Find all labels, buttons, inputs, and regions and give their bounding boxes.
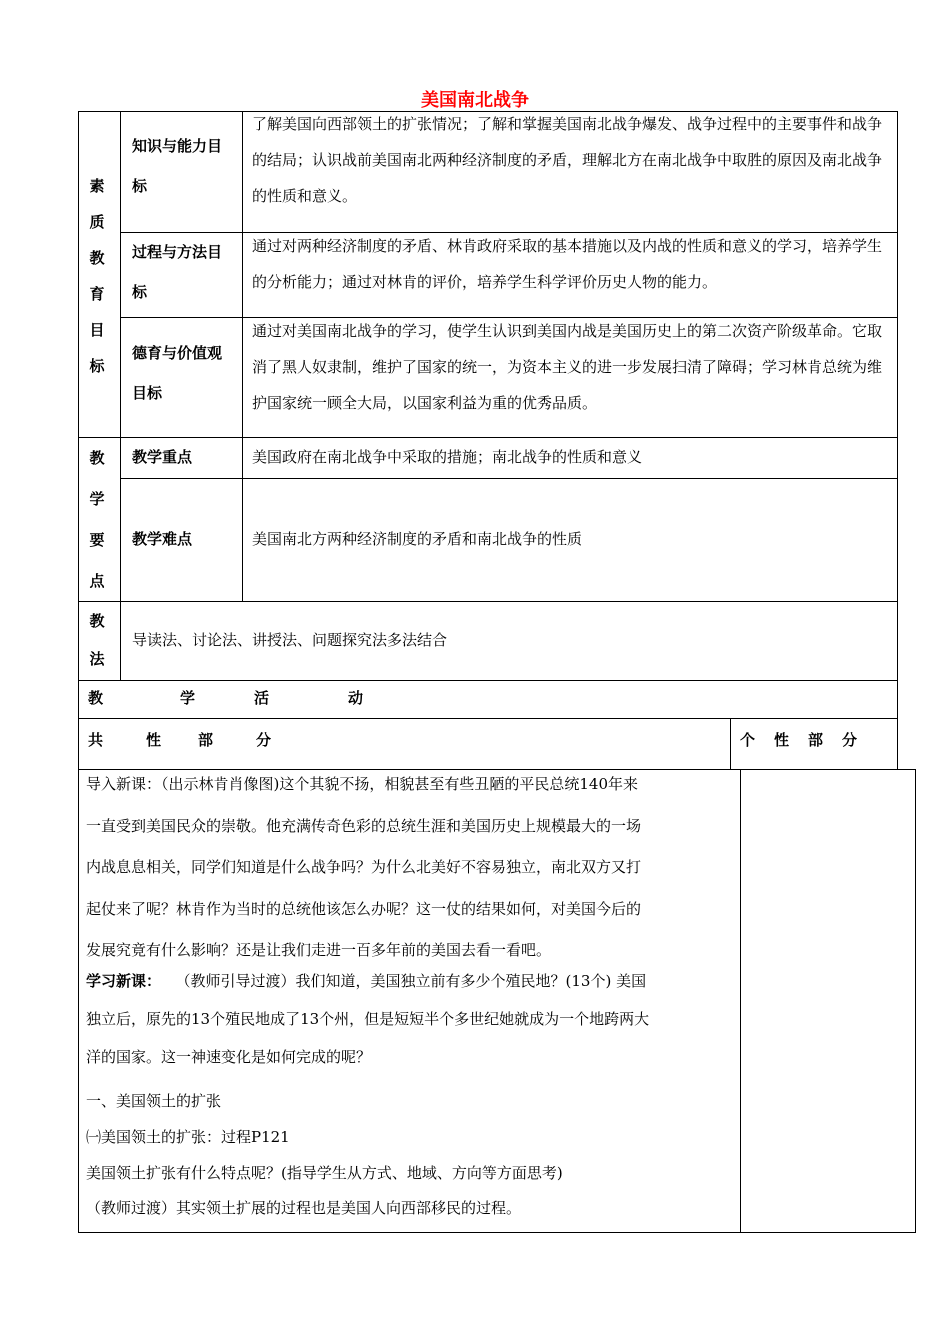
new-lesson-paragraph: 学习新课： （教师引导过渡）我们知道，美国独立前有多少个殖民地？(13个) 美国 独立后，原先的13个殖民地成了13个州，但是短短半个多世纪她就成为一个地跨两大 洋的国家。这一神速变化是如何完成的呢？: [86, 972, 650, 1066]
focus-text: 美国政府在南北战争中采取的措施；南北战争的性质和意义: [252, 448, 643, 466]
common-part-header: 共 性 部 分: [88, 731, 272, 749]
moral-goal-text: 通过对美国南北战争的学习，使学生认识到美国内战是美国历史上的第二次资产阶级革命。它取消了黑人奴隶制，维护了国家的统一，为资本主义的进一步发展扫清了障碍；学习林肯总统为维护国家统一顾全大局，以国家利益为重的优秀品质。: [252, 322, 883, 412]
knowledge-goal-label: 知识与能力目 标: [132, 137, 223, 195]
moral-goal-label: 德育与价值观 目标: [132, 344, 223, 402]
difficulty-label: 教学难点: [132, 530, 193, 548]
teacher-transition: （教师过渡）其实领土扩展的过程也是美国人向西部移民的过程。: [86, 1199, 522, 1217]
method-text: 导读法、讨论法、讲授法、问题探究法多法结合: [132, 631, 448, 649]
activities-header: 教 学 活 动: [88, 689, 364, 707]
intro-paragraph: 导入新课：（出示林肯肖像图)这个其貌不扬，相貌甚至有些丑陋的平民总统140年来 一直受到美国民众的崇敬。他充满传奇色彩的总统生涯和美国历史上规模最大的一场 内战息息相关，同学们知道是什么战争吗？为什么北美好不容易独立，南北双方又打 起仗来了呢？林肯作为当时的总统他该怎么办呢？这一仗的结果如何，对美国今后的 发展究竟有什么影响？还是让我们走进一百多年前的美国去看一看吧。: [86, 775, 642, 959]
process-goal-text: 通过对两种经济制度的矛盾、林肯政府采取的基本措施以及内战的性质和意义的学习，培养学生的分析能力；通过对林肯的评价，培养学生科学评价历史人物的能力。: [252, 237, 883, 291]
process-goal-label: 过程与方法目 标: [132, 243, 223, 301]
key-points-section-label: 教 学 要 点: [89, 449, 105, 590]
new-lesson-label: 学习新课：: [86, 972, 162, 990]
method-section-label: 教 法: [89, 612, 105, 668]
individual-part-header: 个 性 部 分: [740, 731, 858, 749]
knowledge-goal-text: 了解美国向西部领土的扩张情况；了解和掌握美国南北战争爆发、战争过程中的主要事件和战争的结局；认识战前美国南北两种经济制度的矛盾，理解北方在南北战争中取胜的原因及南北战争的性质和意义。: [252, 115, 883, 205]
guiding-question: 美国领土扩张有什么特点呢？(指导学生从方式、地域、方向等方面思考): [86, 1164, 563, 1182]
section-heading-one: 一、美国领土的扩张: [86, 1092, 222, 1110]
focus-label: 教学重点: [132, 448, 193, 466]
difficulty-text: 美国南北方两种经济制度的矛盾和南北战争的性质: [252, 530, 583, 548]
page-title: 美国南北战争: [421, 90, 529, 111]
sub-heading-one: ㈠美国领土的扩张：过程P121: [86, 1128, 290, 1146]
goals-section-label: 素 质 教 育 目 标: [89, 177, 105, 375]
